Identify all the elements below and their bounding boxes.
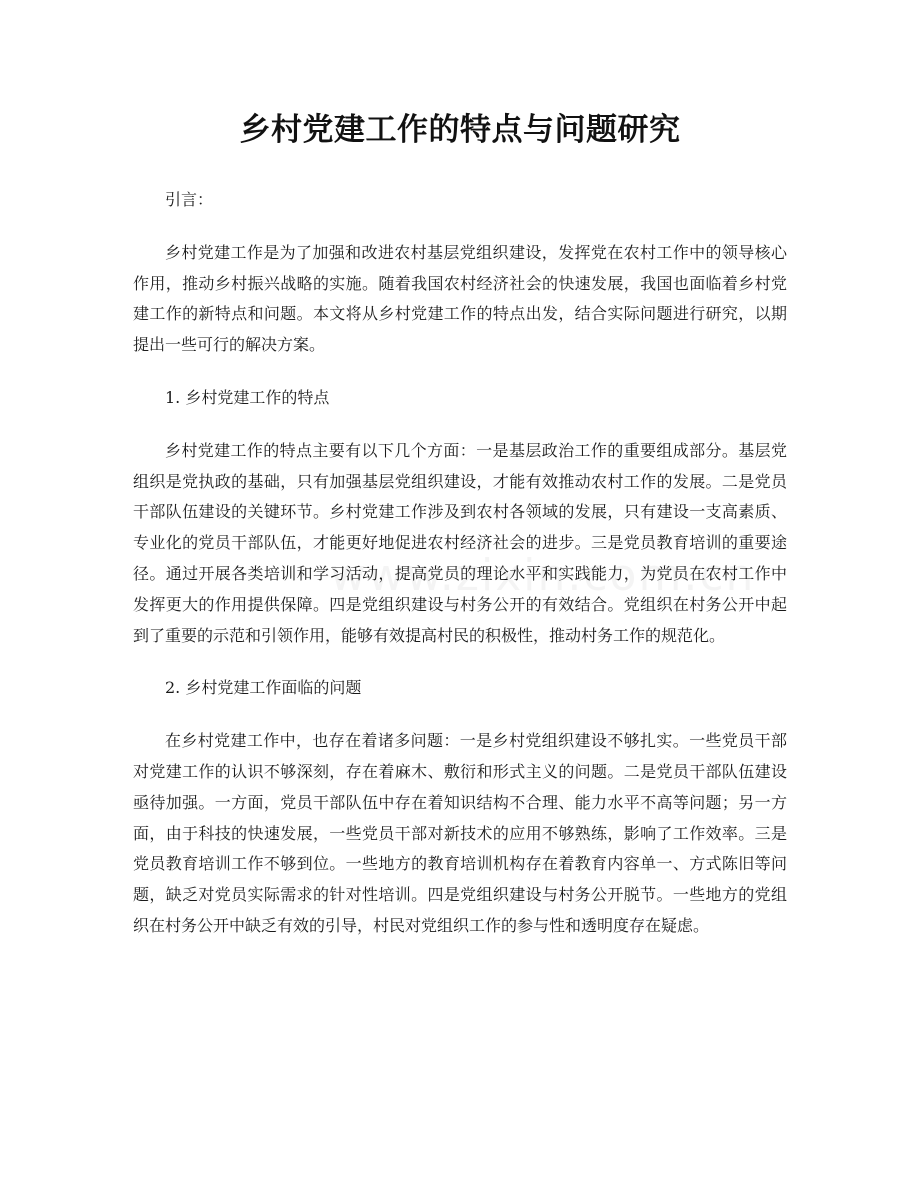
section-heading-1: 1. 乡村党建工作的特点 bbox=[165, 387, 330, 407]
intro-label: 引言： bbox=[165, 190, 214, 209]
document-title: 乡村党建工作的特点与问题研究 bbox=[239, 112, 681, 148]
section-1-paragraph: 乡村党建工作的特点主要有以下几个方面：一是基层政治工作的重要组成部分。基层党组织是党执政的基础，只有加强基层党组织建设，才能有效推动农村工作的发展。二是党员干部队伍建设的关键环节。乡村党建工作涉及到农村各领域的发展，只有建设一支高素质、专业化的党员干部队伍，才能更好地促进农村经济社会的进步。三是党员教育培训的重要途径。通过开展各类培训和学习活动，提高党员的理论水平和实践能力，为党员在农村工作中发挥更大的作用提供保障。四是党组织建设与村务公开的有效结合。党组织在村务公开中起到了重要的示范和引领作用，能够有效提高村民的积极性，推动村务工作的规范化。 bbox=[133, 440, 787, 645]
section-heading-2: 2. 乡村党建工作面临的问题 bbox=[165, 678, 362, 698]
document-body bbox=[133, 185, 787, 942]
intro-paragraph: 乡村党建工作是为了加强和改进农村基层党组织建设，发挥党在农村工作中的领导核心作用，推动乡村振兴战略的实施。随着我国农村经济社会的快速发展，我国也面临着乡村党建工作的新特点和问题。本文将从乡村党建工作的特点出发，结合实际问题进行研究，以期提出一些可行的解决方案。 bbox=[133, 242, 787, 355]
section-2-paragraph: 在乡村党建工作中，也存在着诸多问题：一是乡村党组织建设不够扎实。一些党员干部对党建工作的认识不够深刻，存在着麻木、敷衍和形式主义的问题。二是党员干部队伍建设亟待加强。一方面，党员干部队伍中存在着知识结构不合理、能力水平不高等问题；另一方面，由于科技的快速发展，一些党员干部对新技术的应用不够熟练，影响了工作效率。三是党员教育培训工作不够到位。一些地方的教育培训机构存在着教育内容单一、方式陈旧等问题，缺乏对党员实际需求的针对性培训。四是党组织建设与村务公开脱节。一些地方的党组织在村务公开中缺乏有效的引导，村民对党组织工作的参与性和透明度存在疑虑。 bbox=[133, 731, 787, 935]
